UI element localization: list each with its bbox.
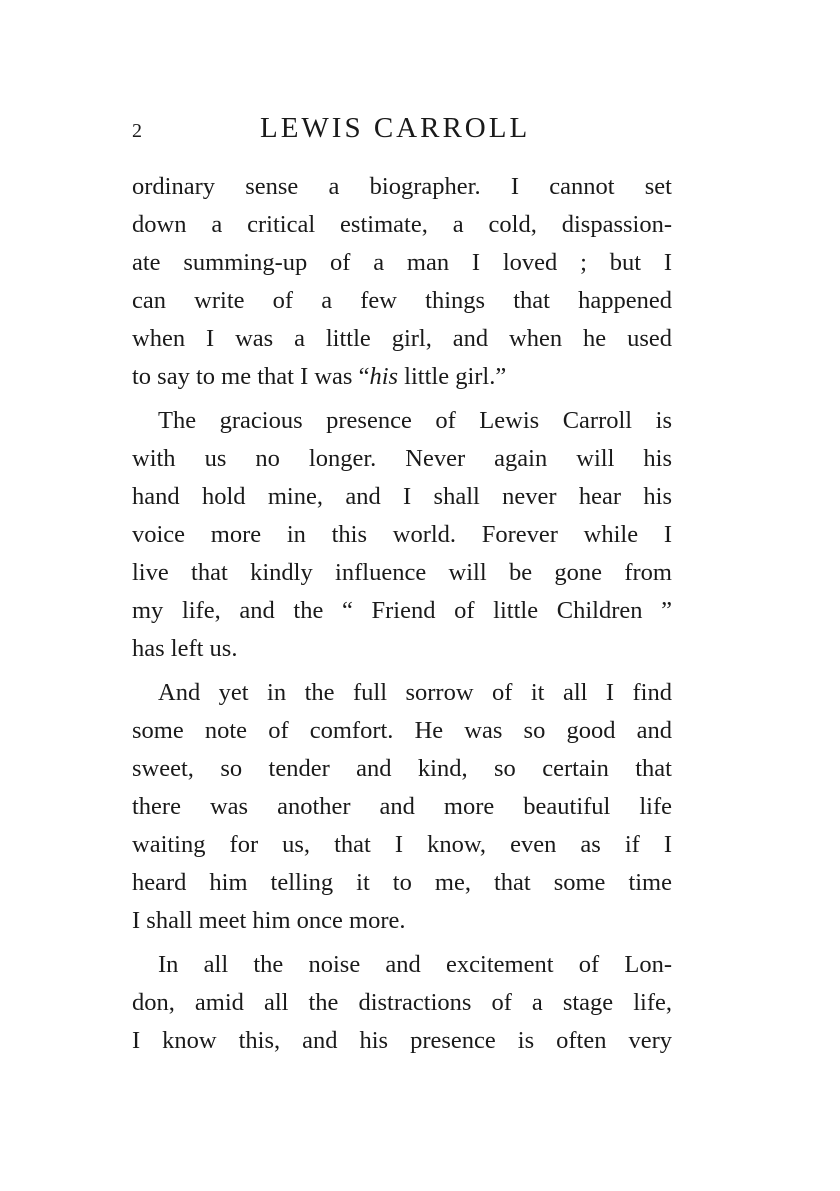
running-title: LEWIS CARROLL	[260, 112, 531, 144]
text-line: I know this, and his presence is often very	[132, 1027, 672, 1054]
text-line: my life, and the “ Friend of little Children ”	[132, 597, 672, 624]
paragraph	[132, 168, 672, 396]
paragraph	[132, 674, 672, 940]
text-line: sweet, so tender and kind, so certain that	[132, 755, 672, 782]
text-line: some note of comfort. He was so good and	[132, 717, 672, 744]
text-segment: to say to me that I was “	[132, 363, 370, 390]
running-header	[132, 112, 672, 152]
text-line: with us no longer. Never again will his	[132, 445, 672, 472]
text-line: I shall meet him once more.	[132, 907, 406, 934]
text-line: live that kindly influence will be gone from	[132, 559, 672, 586]
text-line: there was another and more beautiful life	[132, 793, 672, 820]
text-line: don, amid all the distractions of a stage life,	[132, 989, 672, 1016]
paragraph	[132, 402, 672, 668]
text-line: down a critical estimate, a cold, dispassion-	[132, 211, 672, 238]
text-line: The gracious presence of Lewis Carroll is	[158, 407, 672, 434]
text-line: hand hold mine, and I shall never hear his	[132, 483, 672, 510]
text-line: In all the noise and excitement of Lon-	[158, 951, 672, 978]
text-segment: little girl.”	[398, 363, 507, 390]
text-line: has left us.	[132, 635, 238, 662]
text-line: can write of a few things that happened	[132, 287, 672, 314]
text-line: heard him telling it to me, that some time	[132, 869, 672, 896]
page-number: 2	[132, 120, 143, 142]
text-line: voice more in this world. Forever while I	[132, 521, 672, 548]
text-line	[132, 358, 672, 396]
text-line: when I was a little girl, and when he used	[132, 325, 672, 352]
text-line: ate summing-up of a man I loved ; but I	[132, 249, 672, 276]
body-text	[132, 168, 672, 1060]
paragraph	[132, 946, 672, 1060]
text-line: ordinary sense a biographer. I cannot set	[132, 173, 672, 200]
italic-emphasis: his	[369, 363, 399, 390]
text-line: And yet in the full sorrow of it all I find	[158, 679, 672, 706]
text-line: waiting for us, that I know, even as if I	[132, 831, 672, 858]
